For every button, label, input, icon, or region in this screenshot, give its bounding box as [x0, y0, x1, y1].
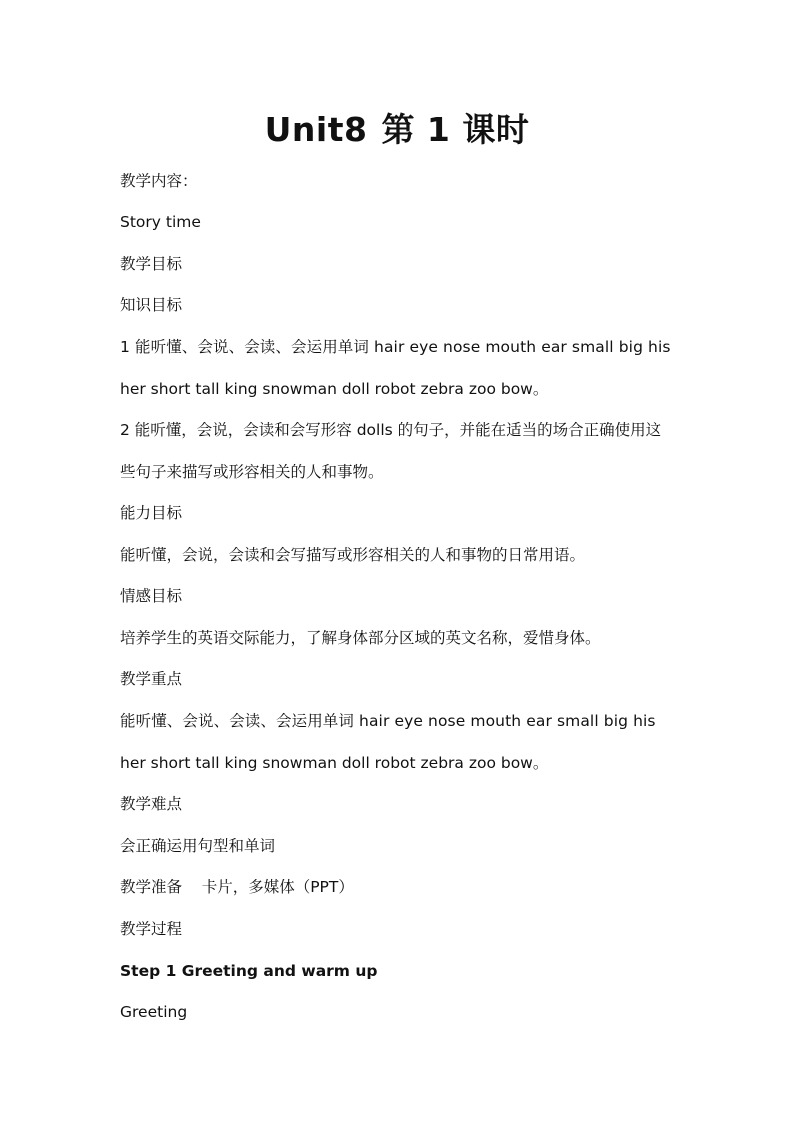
objective-1-line-1: 1 能听懂、会说、会读、会运用单词 hair eye nose mouth ear small big his [120, 338, 671, 356]
greeting-text: Greeting [120, 1003, 188, 1021]
title-lesson: 第 1 课时 [381, 110, 530, 149]
title-unit: Unit8 [264, 110, 368, 149]
section-heading-difficulties: 教学难点 [120, 795, 183, 813]
subheading-knowledge-objectives: 知识目标 [120, 296, 183, 314]
key-points-line-1: 能听懂、会说、会读、会运用单词 hair eye nose mouth ear small big his [120, 712, 656, 730]
ability-objective-text: 能听懂，会说，会读和会写描写或形容相关的人和事物的日常用语。 [120, 546, 586, 564]
preparation-line: 教学准备 卡片，多媒体（PPT） [120, 878, 354, 896]
section-heading-content: 教学内容： [120, 172, 198, 190]
content-story-time: Story time [120, 213, 201, 231]
subheading-emotional-objectives: 情感目标 [120, 587, 183, 605]
section-heading-process: 教学过程 [120, 920, 183, 938]
page-title [0, 106, 794, 154]
section-heading-objectives: 教学目标 [120, 255, 183, 273]
section-heading-key-points: 教学重点 [120, 670, 183, 688]
difficulties-text: 会正确运用句型和单词 [120, 837, 276, 855]
objective-2-line-1: 2 能听懂，会说，会读和会写形容 dolls 的句子，并能在适当的场合正确使用这 [120, 421, 662, 439]
objective-2-line-2: 些句子来描写或形容相关的人和事物。 [120, 463, 384, 481]
subheading-ability-objectives: 能力目标 [120, 504, 183, 522]
key-points-line-2: her short tall king snowman doll robot zebra zoo bow。 [120, 754, 549, 772]
step-1-heading: Step 1 Greeting and warm up [120, 962, 378, 980]
objective-1-line-2: her short tall king snowman doll robot zebra zoo bow。 [120, 380, 549, 398]
emotional-objective-text: 培养学生的英语交际能力，了解身体部分区域的英文名称，爱惜身体。 [120, 629, 601, 647]
